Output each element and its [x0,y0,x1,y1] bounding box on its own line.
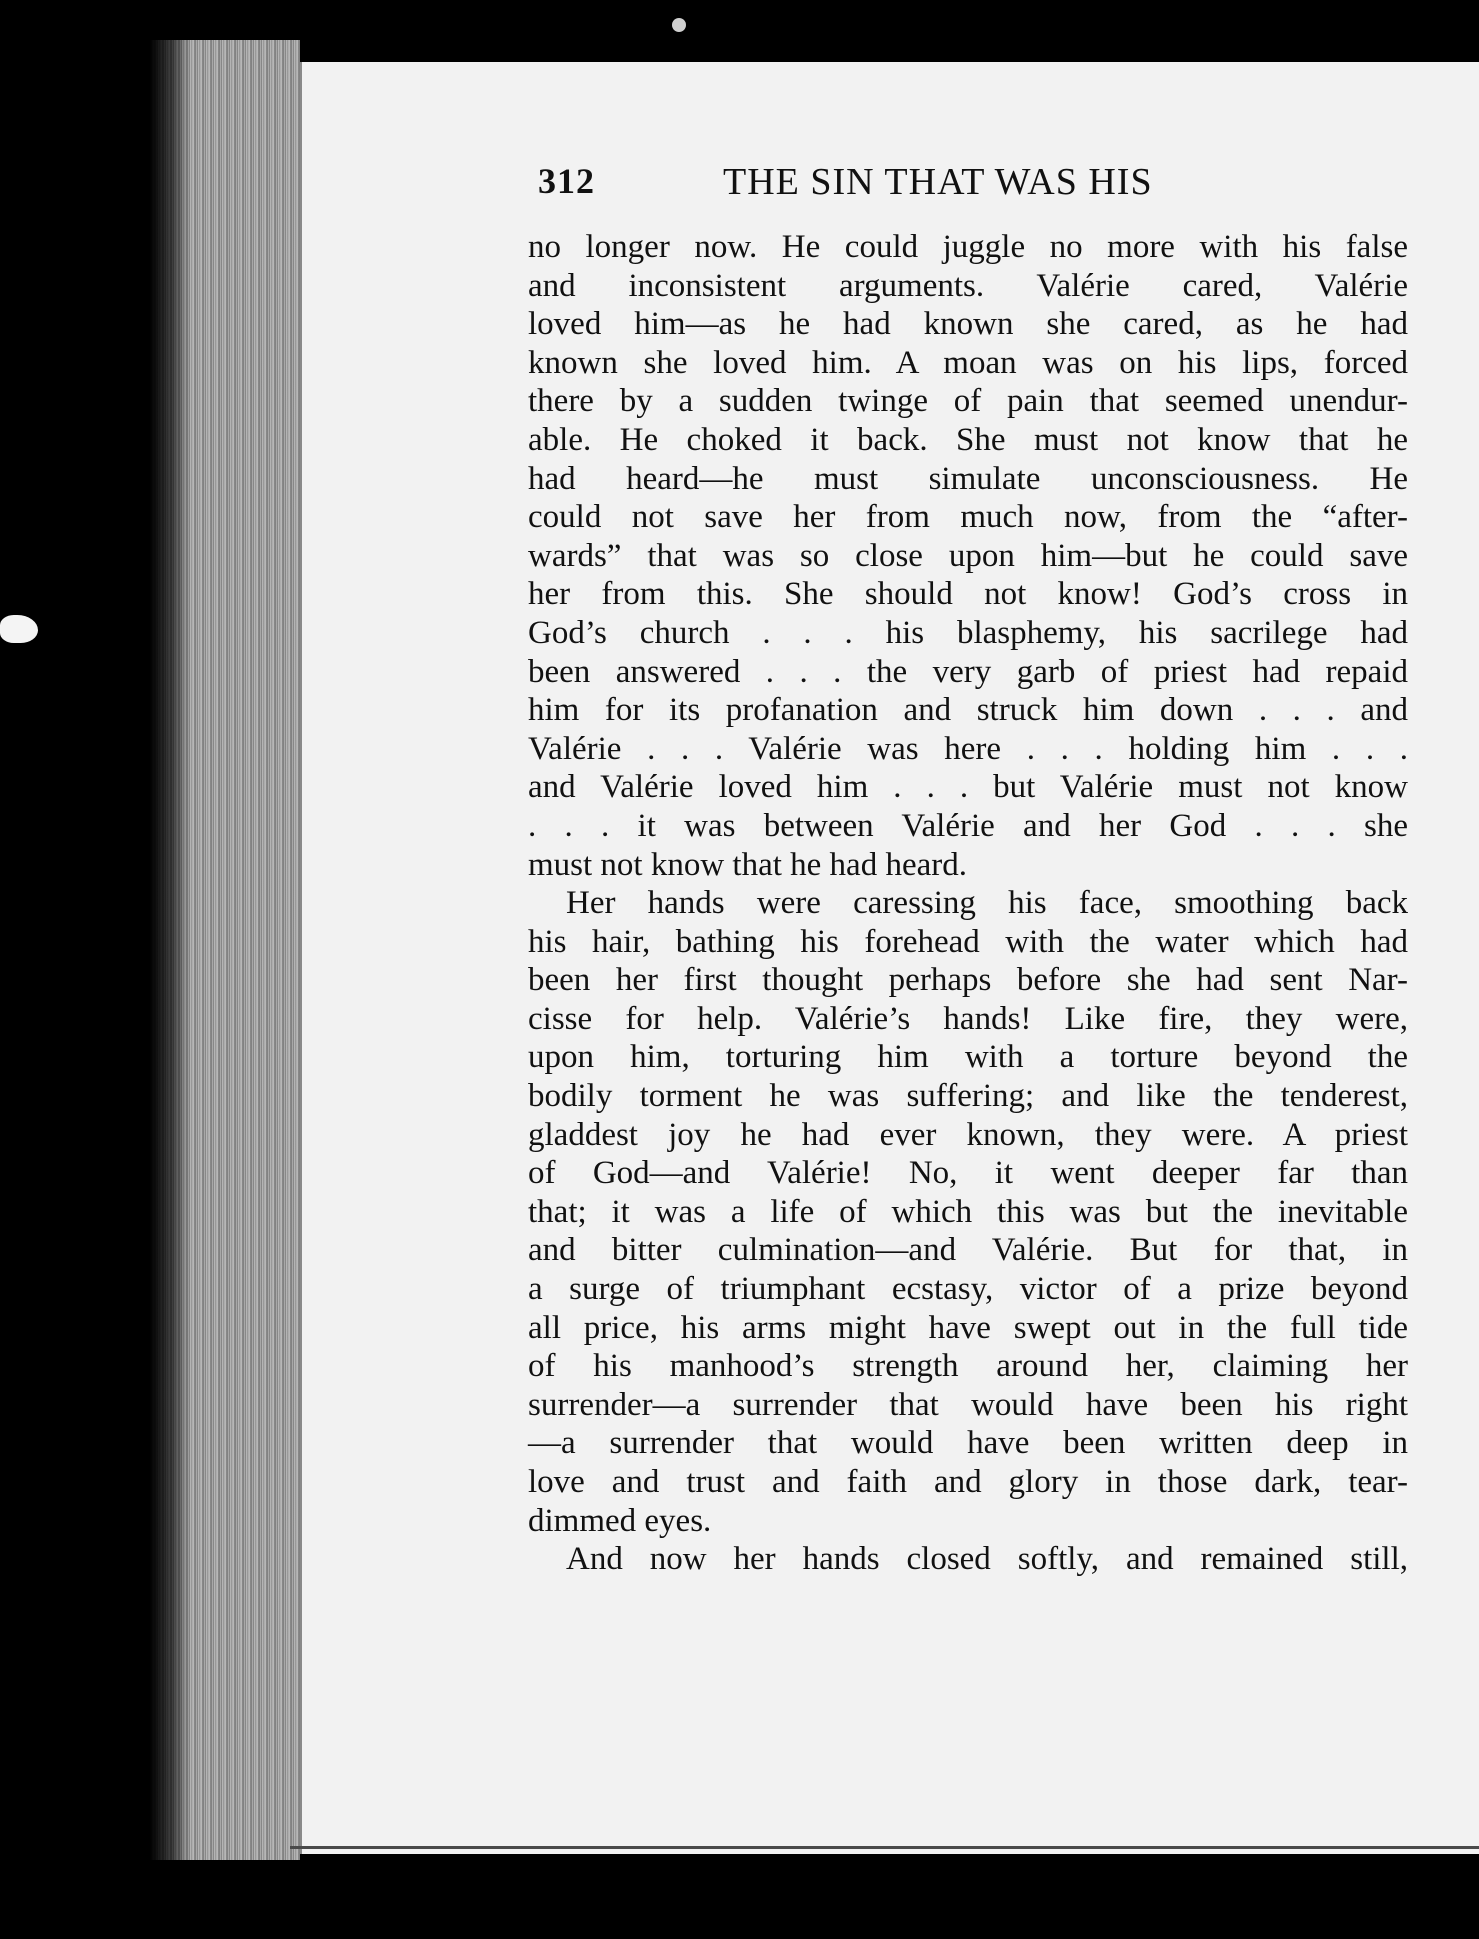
page-bottom-edge [290,1846,1479,1849]
text-line: his hair, bathing his forehead with the water which had [528,923,1408,960]
text-line: upon him, torturing him with a torture beyond the [528,1039,1408,1076]
text-line: there by a sudden twinge of pain that seemed unendur- [528,383,1408,420]
text-line: been her first thought perhaps before she had sent Nar- [528,962,1408,999]
text-line: Valérie . . . Valérie was here . . . holding him . . . [528,730,1408,767]
text-line: no longer now. He could juggle no more with his false [528,229,1408,265]
paragraph [528,884,1408,1540]
text-line: bodily torment he was suffering; and like the tenderest, [528,1078,1408,1115]
scan-artifact-top [672,18,686,32]
paragraph [528,1540,1408,1579]
text-line: all price, his arms might have swept out in the full tide [528,1309,1408,1346]
scan-artifact [0,615,38,643]
text-line: had heard—he must simulate unconsciousness. He [528,460,1408,497]
text-line: of his manhood’s strength around her, claiming her [528,1348,1408,1385]
paragraph [528,228,1408,884]
body-text [528,228,1408,1579]
text-line: known she loved him. A moan was on his lips, forced [528,344,1408,381]
text-line: been answered . . . the very garb of priest had repaid [528,653,1408,690]
text-line: and Valérie loved him . . . but Valérie must not know [528,769,1408,806]
running-title: THE SIN THAT WAS HIS [723,161,1153,203]
text-line: surrender—a surrender that would have been his right [528,1386,1408,1423]
text-line: and inconsistent arguments. Valérie cared, Valérie [528,267,1408,304]
text-line: wards” that was so close upon him—but he could save [528,537,1408,574]
text-line: her from this. She should not know! God’s cross in [528,576,1408,613]
text-line: able. He choked it back. She must not know that he [528,421,1408,458]
text-line: loved him—as he had known she cared, as he had [528,306,1408,343]
text-line: And now her hands closed softly, and remained still, [566,1541,1408,1578]
text-line: could not save her from much now, from the “after- [528,499,1408,536]
binding-shadow [150,40,190,1860]
text-line: —a surrender that would have been written deep in [528,1425,1408,1462]
text-line: that; it was a life of which this was but the inevitable [528,1193,1408,1230]
text-line: dimmed eyes. [528,1502,712,1539]
text-line: and bitter culmination—and Valérie. But for that, in [528,1232,1408,1269]
text-line: love and trust and faith and glory in those dark, tear- [528,1464,1408,1500]
text-line: of God—and Valérie! No, it went deeper far than [528,1155,1408,1192]
text-line: . . . it was between Valérie and her God . . . she [528,807,1408,844]
page-header [538,160,1258,210]
page-number: 312 [538,161,595,201]
text-line: Her hands were caressing his face, smoothing back [566,885,1408,922]
text-line: must not know that he had heard. [528,846,967,883]
text-line: gladdest joy he had ever known, they were. A priest [528,1116,1408,1153]
text-line: God’s church . . . his blasphemy, his sacrilege had [528,614,1408,651]
text-line: cisse for help. Valérie’s hands! Like fire, they were, [528,1000,1408,1037]
text-line: a surge of triumphant ecstasy, victor of a prize beyond [528,1271,1408,1308]
text-line: him for its profanation and struck him down . . . and [528,692,1408,729]
